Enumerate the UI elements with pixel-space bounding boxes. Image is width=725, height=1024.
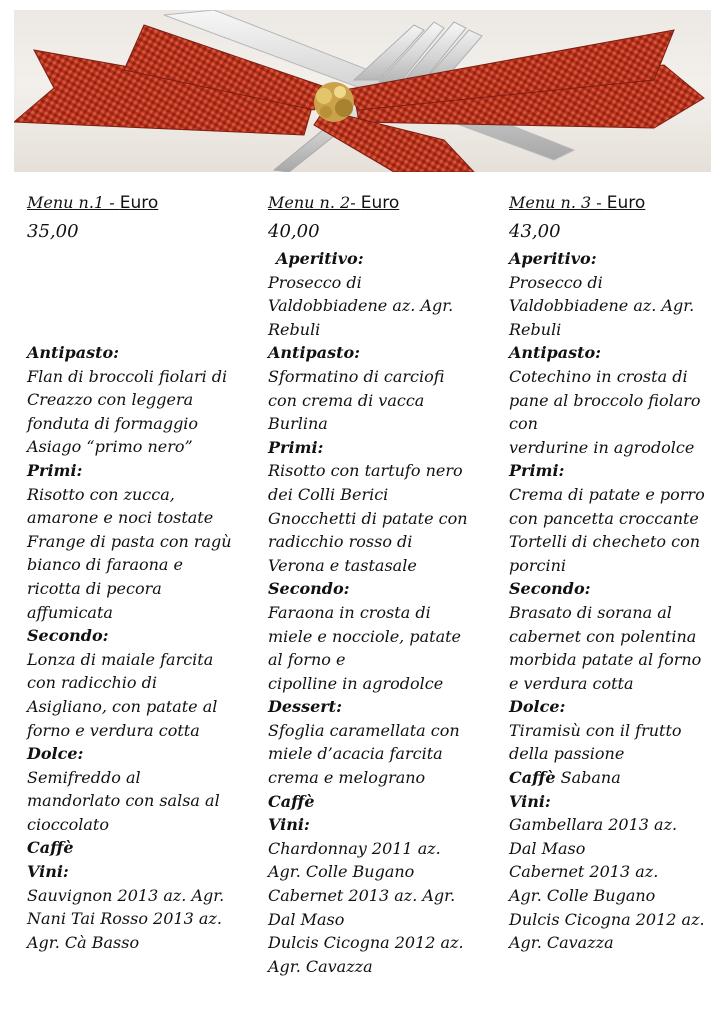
secondo-heading: Secondo:: [27, 626, 109, 646]
menu-line: Nani Tai Rosso 2013 az.: [27, 909, 222, 929]
menu-line: Agr. Colle Bugano: [509, 886, 656, 906]
menu-line: Prosecco di: [509, 272, 603, 292]
vini-heading: Vini:: [27, 862, 69, 882]
menu-line: miele e nocciole, patate: [268, 626, 461, 646]
menu-line: Chardonnay 2011 az.: [268, 838, 441, 858]
menu-2-column: [268, 189, 490, 978]
menu-line: Tortelli di checheto con: [509, 532, 701, 552]
secondo-heading: Secondo:: [509, 579, 591, 599]
menu-1-column: [27, 189, 249, 954]
primi-heading: Primi:: [27, 460, 83, 480]
secondo-heading: Secondo:: [268, 579, 350, 599]
christmas-bow-cutlery-image: [14, 10, 711, 172]
caffe-text: Sabana: [555, 768, 621, 788]
menu-line: Rebuli: [268, 319, 321, 339]
menu-line: morbida patate al forno: [509, 650, 702, 670]
vini-heading: Vini:: [268, 815, 310, 835]
menu-line: forno e verdura cotta: [27, 720, 200, 740]
menu-line: Dal Maso: [509, 838, 586, 858]
menu-line: Risotto con zucca,: [27, 484, 175, 504]
menu-line: porcini: [509, 555, 567, 575]
menu-line: Tiramisù con il frutto: [509, 720, 682, 740]
menu-line: Verona e tastasale: [268, 555, 417, 575]
menu-line: crema e melograno: [268, 768, 426, 788]
menu-line: Flan di broccoli fiolari di: [27, 366, 228, 386]
menu-line: Agr. Cà Basso: [27, 932, 140, 952]
menu-line: Agr. Colle Bugano: [268, 862, 415, 882]
menu-line: Dal Maso: [268, 909, 345, 929]
menu-line: con radicchio di: [27, 673, 157, 693]
menu-line: con pancetta croccante: [509, 508, 699, 528]
dolce-heading: Dolce:: [509, 697, 566, 717]
menu-line: Gambellara 2013 az.: [509, 815, 678, 835]
menu-line: della passione: [509, 744, 625, 764]
menu-line: ricotta di pecora: [27, 578, 162, 598]
caffe-line: [509, 766, 714, 790]
menu-line: Frange di pasta con ragù: [27, 531, 232, 551]
menu-line: Cabernet 2013 az.: [509, 862, 659, 882]
aperitivo-heading: Aperitivo:: [276, 249, 364, 268]
menu-line: Dulcis Cicogna 2012 az.: [509, 909, 705, 929]
menu-line: radicchio rosso di: [268, 532, 413, 552]
menu-line: Prosecco di: [268, 272, 362, 292]
banner-image: [14, 10, 711, 172]
menu-1-title: Menu n.1 - Euro: [27, 193, 159, 213]
menu-line: Asiago “primo nero”: [27, 437, 193, 457]
menu-line: Asigliano, con patate al: [27, 696, 218, 716]
antipasto-heading: Antipasto:: [268, 343, 361, 363]
caffe-heading: Caffè: [509, 768, 556, 788]
menu-line: bianco di faraona e: [27, 555, 184, 575]
menu-line: fonduta di formaggio: [27, 413, 199, 433]
menu-line: affumicata: [27, 602, 113, 622]
menu-line: Sauvignon 2013 az. Agr.: [27, 885, 225, 905]
menu-line: cioccolato: [27, 814, 109, 834]
menu-2-price: 40,00: [268, 221, 320, 242]
caffe-heading: Caffè: [27, 838, 74, 858]
primi-heading: Primi:: [268, 437, 324, 457]
menu-line: Valdobbiadene az. Agr.: [268, 296, 454, 316]
menu-line: Lonza di maiale farcita: [27, 649, 214, 669]
menu-1-price: 35,00: [27, 221, 79, 242]
menu-line: Faraona in crosta di: [268, 602, 431, 622]
dolce-heading: Dolce:: [27, 744, 84, 764]
menu-line: Brasato di sorana al: [509, 602, 672, 622]
menu-line: cipolline in agrodolce: [268, 673, 444, 693]
menu-3-price: 43,00: [509, 221, 561, 242]
menu-line: Crema di patate e porro: [509, 484, 705, 504]
menu-3-title: Menu n. 3 - Euro: [509, 193, 646, 213]
vini-heading: Vini:: [509, 791, 551, 811]
dessert-heading: Dessert:: [268, 697, 342, 717]
menu-line: con: [509, 414, 538, 434]
menu-line: mandorlato con salsa al: [27, 791, 220, 811]
antipasto-heading: Antipasto:: [27, 343, 120, 362]
menu-line: Gnocchetti di patate con: [268, 508, 468, 528]
menu-line: Agr. Cavazza: [509, 933, 614, 953]
antipasto-heading: Antipasto:: [509, 343, 602, 363]
menu-line: Agr. Cavazza: [268, 956, 373, 976]
menu-line: Burlina: [268, 414, 328, 434]
menu-line: con crema di vacca: [268, 390, 425, 410]
menu-line: verdurine in agrodolce: [509, 437, 695, 457]
menu-line: Valdobbiadene az. Agr.: [509, 296, 695, 316]
menu-line: pane al broccolo fiolaro: [509, 390, 701, 410]
menu-line: Cotechino in crosta di: [509, 366, 688, 386]
menu-line: al forno e: [268, 650, 346, 670]
menu-3-column: [509, 189, 714, 955]
menu-line: Cabernet 2013 az. Agr.: [268, 886, 456, 906]
menu-line: Risotto con tartufo nero: [268, 461, 463, 481]
menu-line: e verdura cotta: [509, 673, 634, 693]
menu-line: cabernet con polentina: [509, 626, 697, 646]
menu-line: dei Colli Berici: [268, 484, 389, 504]
menu-line: Rebuli: [509, 319, 562, 339]
aperitivo-heading: Aperitivo:: [509, 249, 597, 268]
menu-line: Dulcis Cicogna 2012 az.: [268, 933, 464, 953]
menu-line: amarone e noci tostate: [27, 508, 214, 528]
menu-line: Sformatino di carciofi: [268, 366, 445, 386]
menu-line: Semifreddo al: [27, 767, 141, 787]
menu-line: Creazzo con leggera: [27, 390, 194, 410]
menu-2-title: Menu n. 2- Euro: [268, 193, 400, 213]
menu-line: Sfoglia caramellata con: [268, 720, 460, 740]
caffe-heading: Caffè: [268, 791, 315, 811]
primi-heading: Primi:: [509, 461, 565, 481]
menu-line: miele d’acacia farcita: [268, 744, 443, 764]
